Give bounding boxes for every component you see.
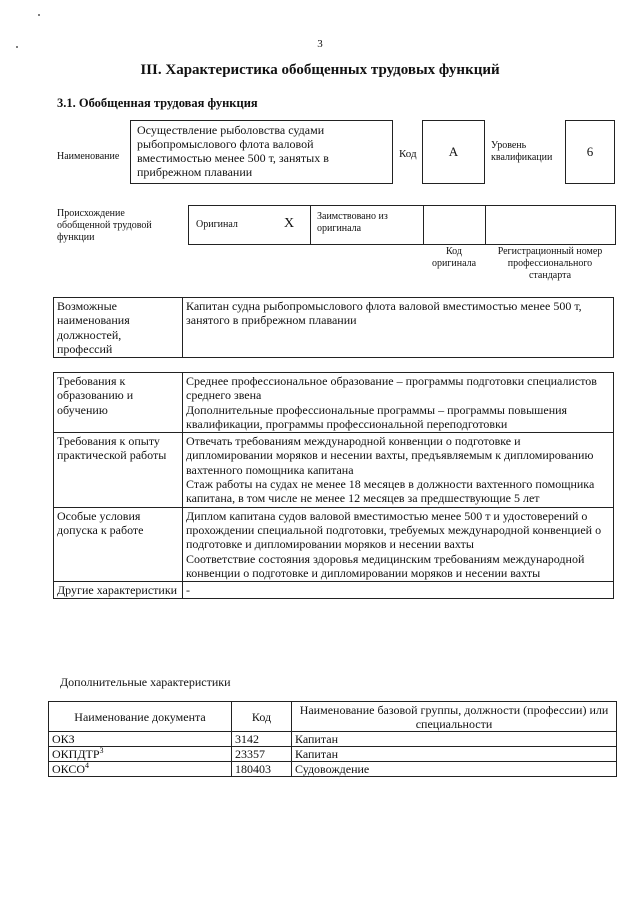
scan-speck [38, 14, 40, 16]
origin-divider [485, 205, 486, 245]
doc-group: Капитан [292, 747, 617, 762]
table-row [49, 762, 617, 777]
name-value-box [130, 120, 393, 184]
origin-label: Происхождение обобщенной трудовой функции [57, 208, 152, 243]
additional-title: Дополнительные характеристики [60, 675, 231, 689]
requirement-label: Требования к образованию и обучению [54, 373, 183, 433]
table-row [49, 747, 617, 762]
requirement-line: Диплом капитана судов валовой вместимостью менее 500 т и удостоверений о прохождении специальной подготовки, требуемых международной конвенцией о подготовке и дипломировании моряков и несении вахты [186, 508, 602, 552]
doc-name: ОКПДТР [52, 747, 100, 761]
requirement-row [54, 582, 614, 599]
doc-code: 23357 [232, 747, 292, 762]
positions-value: Капитан судна рыбопромыслового флота валовой вместимостью менее 500 т, занятого в прибрежном плавании [183, 298, 614, 358]
name-value: Осуществление рыболовства судами рыбопромыслового флота валовой вместимостью менее 500 т, занятых в прибрежном плавании [137, 123, 329, 179]
doc-name: ОКЗ [52, 732, 75, 746]
doc-code: 3142 [232, 732, 292, 747]
doc-footnote: 4 [85, 761, 90, 770]
additional-table [48, 701, 617, 777]
doc-group: Судовождение [292, 762, 617, 777]
requirement-line: Среднее профессиональное образование – программы подготовки специалистов среднего звена [186, 374, 597, 403]
level-label: Уровень квалификации [491, 140, 553, 163]
code-value-box [422, 120, 485, 184]
positions-table [53, 297, 614, 358]
requirement-label: Особые условия допуска к работе [54, 507, 183, 581]
section-title: III. Характеристика обобщенных трудовых функций [140, 62, 500, 78]
subsection-title: 3.1. Обобщенная трудовая функция [57, 96, 258, 110]
origin-divider [310, 205, 311, 245]
requirement-row [54, 433, 614, 507]
level-value: 6 [586, 144, 594, 159]
requirement-line: Дополнительные профессиональные программы – программы повышения квалификации, программы профессиональной переподготовки [186, 402, 568, 431]
page-number: 3 [317, 38, 323, 50]
requirement-label: Требования к опыту практической работы [54, 433, 183, 507]
code-label: Код [399, 148, 417, 160]
origin-divider [423, 205, 424, 245]
requirement-row [54, 507, 614, 581]
requirement-line: Соответствие состояния здоровья медицинским требованиям международной конвенции о подготовке и дипломировании моряков и несении вахты [186, 551, 585, 580]
original-code-caption: Код оригинала [431, 246, 477, 269]
original-mark: X [284, 216, 295, 231]
code-value: A [448, 144, 459, 159]
requirements-table [53, 372, 614, 599]
positions-label: Возможные наименования должностей, профессий [54, 298, 183, 358]
requirement-row [54, 373, 614, 433]
header-doc: Наименование документа [49, 702, 232, 732]
requirement-line: Стаж работы на судах не менее 18 месяцев в должности вахтенного помощника капитана, в том числе не менее 12 месяцев за предшествующие 5 лет [186, 477, 595, 506]
level-value-box [565, 120, 615, 184]
name-label: Наименование [57, 151, 120, 162]
table-row [49, 732, 617, 747]
header-code: Код [232, 702, 292, 732]
original-label: Оригинал [196, 219, 238, 230]
doc-group: Капитан [292, 732, 617, 747]
reg-number-caption: Регистрационный номер профессионального стандарта [497, 246, 603, 281]
doc-footnote: 3 [99, 746, 104, 755]
header-name: Наименование базовой группы, должности (профессии) или специальности [292, 702, 617, 732]
doc-name: ОКСО [52, 762, 86, 776]
requirement-line: Отвечать требованиям международной конвенции о подготовке и дипломировании моряков и несении вахты, предъявляемым к дипломированию вахтенного помощника капитана [186, 434, 594, 477]
borrowed-label: Заимствовано из оригинала [317, 211, 388, 234]
requirement-label: Другие характеристики [54, 582, 183, 599]
doc-code: 180403 [232, 762, 292, 777]
requirement-line: - [186, 583, 190, 598]
